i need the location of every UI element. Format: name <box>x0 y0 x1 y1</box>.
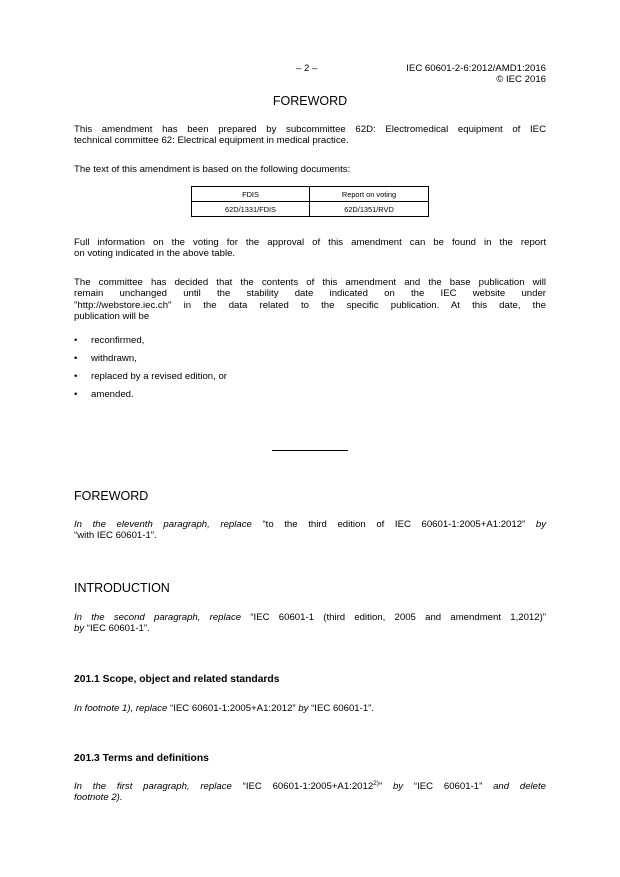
paragraph-line: remain unchanged until the stability date indicated on the IEC website under <box>74 288 546 300</box>
paragraph-line: publication will be <box>74 310 150 322</box>
bullet-icon: • <box>74 353 78 364</box>
table-header-cell: Report on voting <box>310 187 429 202</box>
quoted-text: “IEC 60601-1:2005+A1:2012 <box>231 781 374 792</box>
bullet-icon: • <box>74 389 78 400</box>
paragraph-line: “with IEC 60601-1”. <box>74 530 157 542</box>
list-item <box>74 353 137 364</box>
table-header-cell: FDIS <box>192 187 310 202</box>
introduction-amendment-text <box>74 612 546 635</box>
instruction-text: and delete <box>493 781 546 792</box>
instruction-text: In footnote 1), replace <box>74 703 168 714</box>
voting-info-paragraph <box>74 237 546 260</box>
instruction-text: In the eleventh paragraph, replace <box>74 519 252 530</box>
instruction-text: by <box>392 781 404 792</box>
voting-documents-table <box>191 186 429 217</box>
paragraph-line: on voting indicated in the above table. <box>74 248 236 260</box>
table-cell: 62D/1351/RVD <box>310 202 429 217</box>
paragraph-line: "http://webstore.iec.ch" in the data related to the specific publication. At this date, the <box>74 299 546 311</box>
page-number: – 2 – <box>296 63 318 74</box>
footnote-reference: 2) <box>373 779 379 787</box>
instruction-text: by <box>535 519 546 530</box>
based-on-text: The text of this amendment is based on the following documents: <box>74 164 351 175</box>
clause-201-3-text <box>74 781 546 804</box>
paragraph-line <box>74 623 546 634</box>
stability-date-paragraph <box>74 277 546 322</box>
section-divider <box>272 450 348 451</box>
clause-201-1-text <box>74 703 374 714</box>
paragraph-line: technical committee 62: Electrical equipment in medical practice. <box>74 135 349 147</box>
document-reference: IEC 60601-2-6:2012/AMD1:2016 <box>406 63 546 74</box>
list-item <box>74 389 134 400</box>
bullet-icon: • <box>74 335 78 346</box>
list-item-text: amended. <box>91 389 134 400</box>
paragraph-line: This amendment has been prepared by subcommittee 62D: Electromedical equipment of IEC <box>74 124 546 135</box>
bullet-icon: • <box>74 371 78 382</box>
amendment-intro-paragraph <box>74 124 546 147</box>
copyright-notice: © IEC 2016 <box>496 74 546 85</box>
quoted-text: “IEC 60601-1”. <box>308 703 375 714</box>
foreword-section-heading: FOREWORD <box>74 489 149 503</box>
instruction-text: by <box>298 703 309 714</box>
paragraph-line: Full information on the voting for the approval of this amendment can be found in the report <box>74 237 546 248</box>
list-item-text: withdrawn, <box>91 353 137 364</box>
clause-201-3-heading: 201.3 Terms and definitions <box>74 753 209 764</box>
introduction-section-heading: INTRODUCTION <box>74 581 170 595</box>
instruction-text: In the first paragraph, replace <box>74 781 232 792</box>
instruction-text: In the second paragraph, replace <box>74 612 242 623</box>
quoted-text: ” <box>378 781 393 792</box>
quoted-text: “IEC 60601-1:2005+A1:2012” <box>167 703 299 714</box>
clause-201-1-heading: 201.1 Scope, object and related standards <box>74 674 280 685</box>
paragraph-line: The committee has decided that the contents of this amendment and the base publication will <box>74 277 546 288</box>
table-header-row <box>192 187 429 202</box>
instruction-text: by <box>74 623 85 635</box>
paragraph-line <box>74 612 546 623</box>
list-item <box>74 371 227 382</box>
quoted-text: “to the third edition of IEC 60601-1:2005+A1:2012” <box>251 519 536 530</box>
table-cell: 62D/1331/FDIS <box>192 202 310 217</box>
quoted-text: “IEC 60601-1” <box>403 781 494 792</box>
quoted-text: “IEC 60601-1”. <box>84 623 150 635</box>
list-item-text: replaced by a revised edition, or <box>91 371 227 382</box>
quoted-text: “IEC 60601-1 (third edition, 2005 and amendment 1,2012)” <box>241 612 546 623</box>
paragraph-line <box>74 519 546 530</box>
paragraph-line <box>74 781 546 792</box>
table-row <box>192 202 429 217</box>
list-item-text: reconfirmed, <box>91 335 145 346</box>
list-item <box>74 335 144 346</box>
paragraph-line: footnote 2). <box>74 792 123 804</box>
foreword-title: FOREWORD <box>272 94 348 108</box>
foreword-amendment-text <box>74 519 546 542</box>
